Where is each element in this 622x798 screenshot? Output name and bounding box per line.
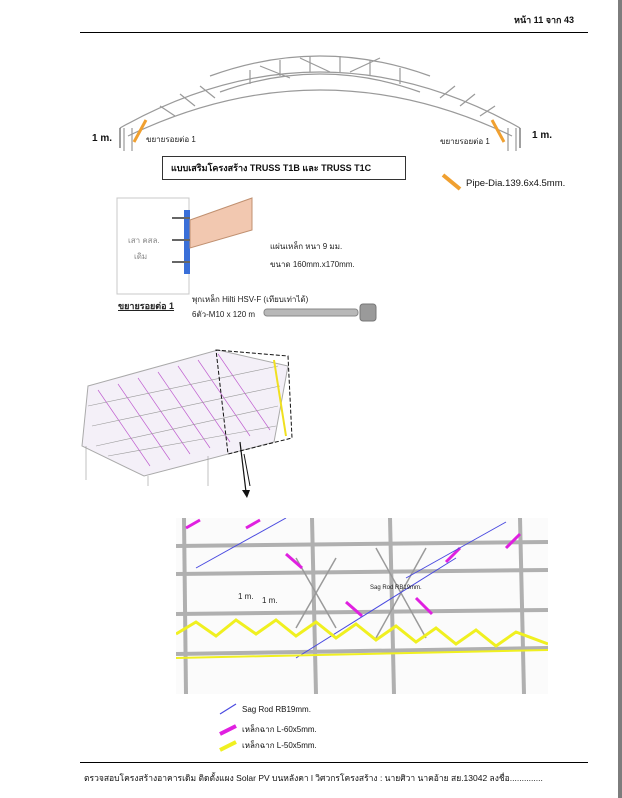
joint-label-left: ขยายรอยต่อ 1 [146, 135, 196, 144]
page-number: หน้า 11 จาก 43 [514, 15, 574, 25]
header-rule [80, 32, 588, 33]
pipe-label: Pipe-Dia.139.6x4.5mm. [466, 178, 566, 189]
column-label-1: เสา คสล. [128, 236, 160, 245]
zoom-dim-a: 1 m. [238, 592, 254, 601]
anchor-bolt-image [262, 300, 382, 324]
truss-title: แบบเสริมโครงสร้าง TRUSS T1B และ TRUSS T1C [162, 156, 406, 180]
dim-left: 1 m. [92, 133, 113, 144]
zoom-dim-b: 1 m. [262, 596, 278, 605]
footer-rule [80, 762, 588, 763]
legend-sag-rod [218, 702, 311, 716]
plate-spec-1: แผ่นเหล็ก หนา 9 มม. [270, 242, 343, 251]
legend-sag-rod-swatch [218, 702, 238, 716]
detail-caption: ขยายรอยต่อ 1 [118, 301, 175, 311]
legend-l60-label: เหล็กฉาก L-60x5mm. [242, 724, 317, 734]
plate-spec-2: ขนาด 160mm.x170mm. [270, 260, 355, 269]
zoom-arrow [236, 440, 256, 500]
legend-sag-rod-label: Sag Rod RB19mm. [242, 704, 311, 714]
anchor-spec-1: พุกเหล็ก Hilti HSV-F (เทียบเท่าได้) [192, 295, 309, 304]
legend-l50-label: เหล็กฉาก L-50x5mm. [242, 740, 317, 750]
roof-3d-model [78, 346, 304, 486]
zoomed-structure-view [176, 518, 548, 694]
legend-l50 [218, 738, 317, 752]
footer-text: ตรวจสอบโครงสร้างอาคารเดิม ติดตั้งแผง Solar PV บนหลังคา l วิศวกรโครงสร้าง : นายศิวา นาคอ้าย สย.13042 ลงชื่อ.............. [84, 773, 543, 783]
pipe-legend-icon [440, 172, 464, 192]
column-label-2: เดิม [134, 252, 148, 261]
legend-l50-swatch [218, 738, 238, 752]
legend-l60-swatch [218, 722, 238, 736]
zoom-sag-rod-label: Sag Rod RB19mm. [370, 585, 422, 591]
legend-l60 [218, 722, 317, 736]
dim-right: 1 m. [532, 130, 553, 141]
anchor-spec-2: 6ตัว-M10 x 120 m [192, 310, 256, 319]
joint-label-right: ขยายรอยต่อ 1 [440, 137, 490, 146]
